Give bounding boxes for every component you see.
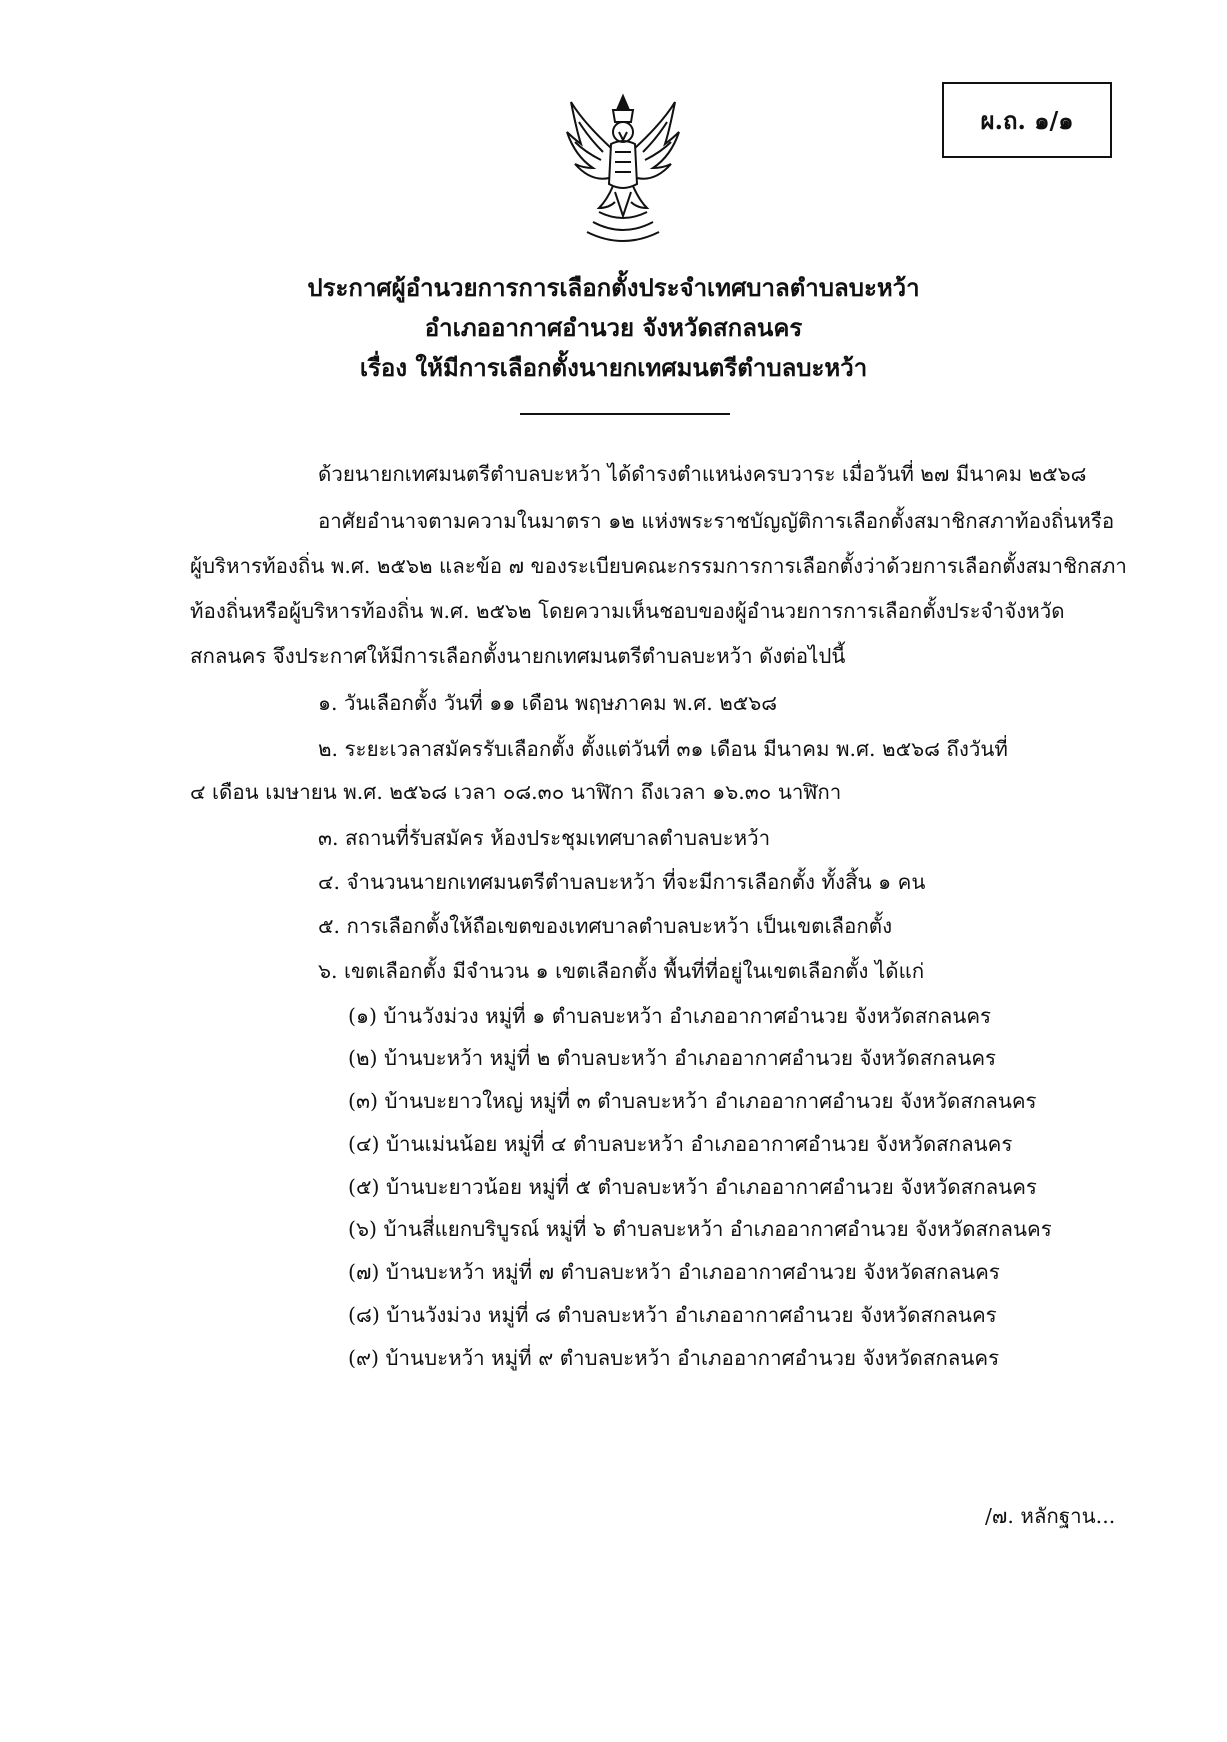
form-code: ผ.ถ. ๑/๑ bbox=[980, 105, 1074, 135]
village-item: (๔) บ้านเม่นน้อย หมู่ที่ ๔ ตำบลบะหว้า อำเภออากาศอำนวย จังหวัดสกลนคร bbox=[348, 1132, 1013, 1156]
village-item: (๙) บ้านบะหว้า หมู่ที่ ๙ ตำบลบะหว้า อำเภออากาศอำนวย จังหวัดสกลนคร bbox=[348, 1346, 1000, 1370]
paragraph-line: สกลนคร จึงประกาศให้มีการเลือกตั้งนายกเทศมนตรีตำบลบะหว้า ดังต่อไปนี้ bbox=[190, 644, 846, 668]
heading-divider bbox=[520, 413, 730, 415]
village-item: (๓) บ้านบะยาวใหญ่ หมู่ที่ ๓ ตำบลบะหว้า อำเภออากาศอำนวย จังหวัดสกลนคร bbox=[348, 1089, 1037, 1113]
village-item: (๘) บ้านวังม่วง หมู่ที่ ๘ ตำบลบะหว้า อำเภออากาศอำนวย จังหวัดสกลนคร bbox=[348, 1303, 997, 1327]
village-item: (๗) บ้านบะหว้า หมู่ที่ ๗ ตำบลบะหว้า อำเภออากาศอำนวย จังหวัดสกลนคร bbox=[348, 1260, 1000, 1284]
paragraph-line: อาศัยอำนาจตามความในมาตรา ๑๒ แห่งพระราชบัญญัติการเลือกตั้งสมาชิกสภาท้องถิ่นหรือ bbox=[318, 509, 1115, 533]
item-3: ๓. สถานที่รับสมัคร ห้องประชุมเทศบาลตำบลบะหว้า bbox=[318, 826, 771, 850]
village-item: (๖) บ้านสี่แยกบริบูรณ์ หมู่ที่ ๖ ตำบลบะหว้า อำเภออากาศอำนวย จังหวัดสกลนคร bbox=[348, 1217, 1052, 1241]
item-4: ๔. จำนวนนายกเทศมนตรีตำบลบะหว้า ที่จะมีการเลือกตั้ง ทั้งสิ้น ๑ คน bbox=[318, 870, 926, 894]
heading-line-3: เรื่อง ให้มีการเลือกตั้งนายกเทศมนตรีตำบลบะหว้า bbox=[359, 353, 868, 382]
village-item: (๕) บ้านบะยาวน้อย หมู่ที่ ๕ ตำบลบะหว้า อำเภออากาศอำนวย จังหวัดสกลนคร bbox=[348, 1175, 1037, 1199]
continuation-note: /๗. หลักฐาน... bbox=[985, 1504, 1116, 1528]
intro-paragraph: ด้วยนายกเทศมนตรีตำบลบะหว้า ได้ดำรงตำแหน่งครบวาระ เมื่อวันที่ ๒๗ มีนาคม ๒๕๖๘ bbox=[318, 462, 1087, 486]
form-code-box bbox=[942, 82, 1112, 158]
heading-line-1: ประกาศผู้อำนวยการการเลือกตั้งประจำเทศบาลตำบลบะหว้า bbox=[307, 273, 920, 302]
heading-line-2: อำเภออากาศอำนวย จังหวัดสกลนคร bbox=[424, 313, 803, 342]
paragraph-line: ท้องถิ่นหรือผู้บริหารท้องถิ่น พ.ศ. ๒๕๖๒ โดยความเห็นชอบของผู้อำนวยการการเลือกตั้งประจำจังหวัด bbox=[190, 599, 1065, 623]
item-5: ๕. การเลือกตั้งให้ถือเขตของเทศบาลตำบลบะหว้า เป็นเขตเลือกตั้ง bbox=[318, 914, 893, 938]
paragraph-line: ผู้บริหารท้องถิ่น พ.ศ. ๒๕๖๒ และข้อ ๗ ของระเบียบคณะกรรมการการเลือกตั้งว่าด้วยการเลือกตั้งสมาชิกสภา bbox=[190, 554, 1127, 578]
item-2-line-2: ๔ เดือน เมษายน พ.ศ. ๒๕๖๘ เวลา ๐๘.๓๐ นาฬิกา ถึงเวลา ๑๖.๓๐ นาฬิกา bbox=[190, 780, 842, 804]
garuda-emblem-icon bbox=[563, 92, 683, 252]
item-6: ๖. เขตเลือกตั้ง มีจำนวน ๑ เขตเลือกตั้ง พื้นที่ที่อยู่ในเขตเลือกตั้ง ได้แก่ bbox=[318, 959, 925, 983]
item-1: ๑. วันเลือกตั้ง วันที่ ๑๑ เดือน พฤษภาคม พ.ศ. ๒๕๖๘ bbox=[318, 691, 778, 715]
village-item: (๑) บ้านวังม่วง หมู่ที่ ๑ ตำบลบะหว้า อำเภออากาศอำนวย จังหวัดสกลนคร bbox=[348, 1004, 992, 1028]
item-2-line-1: ๒. ระยะเวลาสมัครรับเลือกตั้ง ตั้งแต่วันที่ ๓๑ เดือน มีนาคม พ.ศ. ๒๕๖๘ ถึงวันที่ bbox=[318, 737, 1008, 761]
village-item: (๒) บ้านบะหว้า หมู่ที่ ๒ ตำบลบะหว้า อำเภออากาศอำนวย จังหวัดสกลนคร bbox=[348, 1046, 997, 1070]
